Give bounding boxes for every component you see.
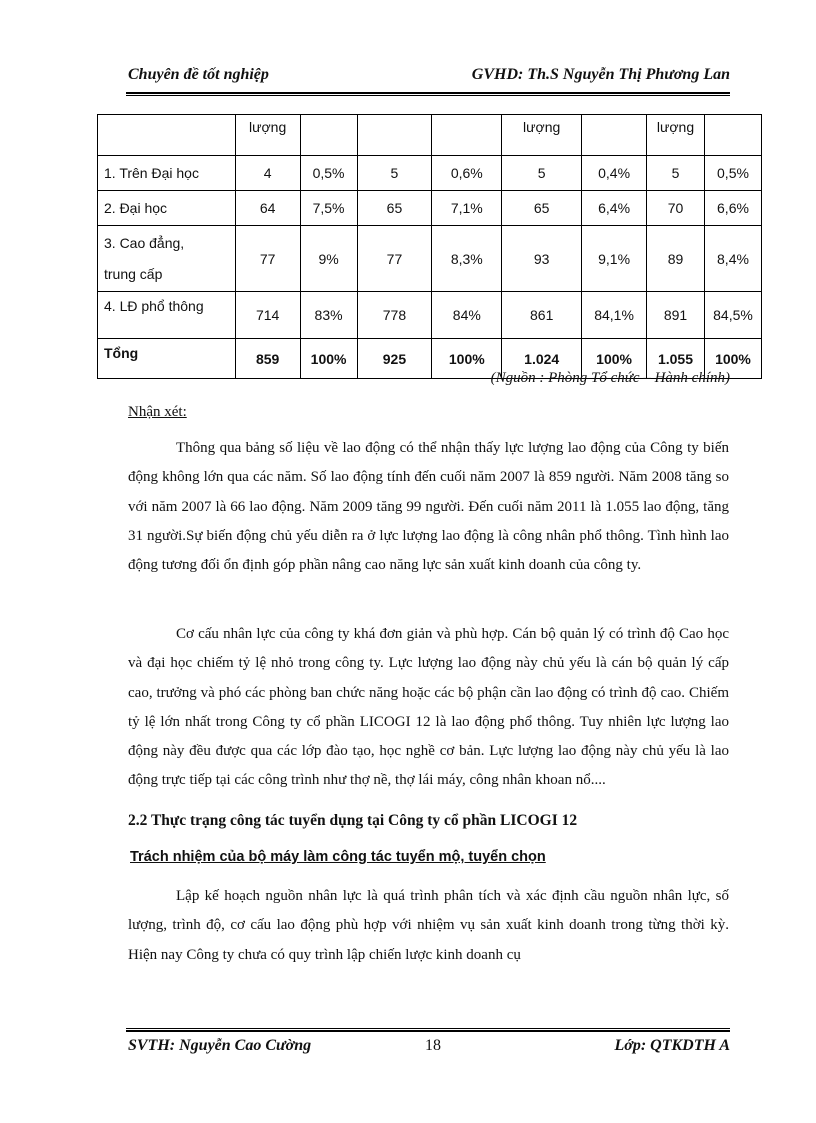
header-rule (126, 92, 730, 96)
table-cell: 100% (432, 339, 502, 379)
table-cell: 7,5% (300, 191, 357, 226)
table-row (98, 191, 762, 226)
row-label: 4. LĐ phổ thông (98, 292, 236, 339)
table-cell: 8,4% (704, 226, 761, 292)
table-cell: 861 (502, 292, 582, 339)
footer-student: SVTH: Nguyễn Cao Cường (128, 1037, 312, 1054)
table-cell: 77 (235, 226, 300, 292)
sub-heading: Trách nhiệm của bộ máy làm công tác tuyển mộ, tuyển chọn (130, 849, 546, 865)
table-cell: 84% (432, 292, 502, 339)
table-cell: 9% (300, 226, 357, 292)
row-label-line1: 3. Cao đẳng, (104, 234, 185, 251)
table-cell: 5 (502, 156, 582, 191)
table-cell: 859 (235, 339, 300, 379)
table-cell: 100% (582, 339, 647, 379)
table-cell: 1.055 (647, 339, 705, 379)
table-cell: 100% (300, 339, 357, 379)
header-advisor: GVHD: Th.S Nguyễn Thị Phương Lan (471, 66, 730, 83)
row-label-line2: trung cấp (104, 265, 163, 282)
remark-label: Nhận xét: (128, 404, 187, 420)
table-cell (704, 115, 761, 156)
table-cell: 1.024 (502, 339, 582, 379)
table-cell: 70 (647, 191, 705, 226)
table-cell: 6,6% (704, 191, 761, 226)
table-cell: 891 (647, 292, 705, 339)
table-cell: 9,1% (582, 226, 647, 292)
table-row (98, 292, 762, 339)
footer-class: Lớp: QTKDTH A (614, 1037, 730, 1054)
table-cell: 83% (300, 292, 357, 339)
table-cell (582, 115, 647, 156)
header-doc-title: Chuyên đề tốt nghiệp (128, 66, 269, 83)
section-heading: 2.2 Thực trạng công tác tuyển dụng tại Công ty cổ phần LICOGI 12 (128, 812, 578, 829)
table-row (98, 226, 762, 292)
table-cell: 84,5% (704, 292, 761, 339)
table-cell (432, 115, 502, 156)
table-cell: 8,3% (432, 226, 502, 292)
table-row (98, 156, 762, 191)
table-cell: 4 (235, 156, 300, 191)
paragraph-3: Lập kế hoạch nguồn nhân lực là quá trình phân tích và xác định cầu nguồn nhân lực, số lượng, trình độ, cơ cấu lao động phù hợp với nhiệm vụ sản xuất kinh doanh trong từng thời kỳ. Hiện nay Công ty chưa có quy trình lập chiến lược kinh doanh cụ (128, 888, 729, 963)
table-cell: lượng (235, 115, 300, 156)
row-label (98, 226, 236, 292)
row-label: 1. Trên Đại học (98, 156, 236, 191)
table-cell: 0,6% (432, 156, 502, 191)
row-label: Tổng (98, 339, 236, 379)
table-cell: 778 (357, 292, 432, 339)
table-cell: 0,5% (300, 156, 357, 191)
table-cell: 65 (357, 191, 432, 226)
table-row (98, 115, 762, 156)
table-cell (357, 115, 432, 156)
paragraph-2: Cơ cấu nhân lực của công ty khá đơn giản và phù hợp. Cán bộ quản lý có trình độ Cao học và đại học chiếm tỷ lệ nhỏ trong công ty. Lực lượng lao động này chủ yếu là cán bộ quản lý cấp cao, trưởng và phó các phòng ban chức năng hoặc các bộ phận cần lao động có trình độ cao. Chiếm tỷ lệ lớn nhất trong Công ty cổ phần LICOGI 12 là lao động phổ thông. Tuy nhiên lực lượng lao động này đều được qua các lớp đào tạo, học nghề cơ bản. Lực lượng lao động này chủ yếu là lao động trực tiếp tại các công trình như thợ nề, thợ lái máy, công nhân khoan nổ.... (128, 626, 729, 789)
table-cell: 100% (704, 339, 761, 379)
table-cell: 5 (357, 156, 432, 191)
table-cell: 93 (502, 226, 582, 292)
table-cell (300, 115, 357, 156)
table-cell: 0,5% (704, 156, 761, 191)
table-cell: 714 (235, 292, 300, 339)
table-source: (Nguồn : Phòng Tổ chức – Hành chính) (490, 370, 730, 386)
table-cell: 65 (502, 191, 582, 226)
table-cell: 89 (647, 226, 705, 292)
labor-table (97, 114, 762, 379)
footer-rule (126, 1028, 730, 1032)
table-cell: lượng (502, 115, 582, 156)
page-number: 18 (425, 1037, 441, 1054)
table-cell: lượng (647, 115, 705, 156)
table-cell: 77 (357, 226, 432, 292)
paragraph-1: Thông qua bảng số liệu về lao động có thể nhận thấy lực lượng lao động của Công ty biến động không lớn qua các năm. Số lao động tính đến cuối năm 2007 là 859 người. Năm 2008 tăng so với năm 2007 là 66 lao động. Năm 2009 tăng 99 người. Đến cuối năm 2011 là 1.055 lao động, tăng 31 người.Sự biến động chủ yếu diễn ra ở lực lượng lao động là công nhân phổ thông. Tình hình lao động tương đối ổn định góp phần nâng cao năng lực sản xuất kinh doanh của công ty. (128, 440, 729, 574)
table-cell: 0,4% (582, 156, 647, 191)
table-cell: 925 (357, 339, 432, 379)
row-label: 2. Đại học (98, 191, 236, 226)
table-cell: 7,1% (432, 191, 502, 226)
table-cell: 6,4% (582, 191, 647, 226)
table-cell: 84,1% (582, 292, 647, 339)
table-cell: 5 (647, 156, 705, 191)
table-cell (98, 115, 236, 156)
table-cell: 64 (235, 191, 300, 226)
